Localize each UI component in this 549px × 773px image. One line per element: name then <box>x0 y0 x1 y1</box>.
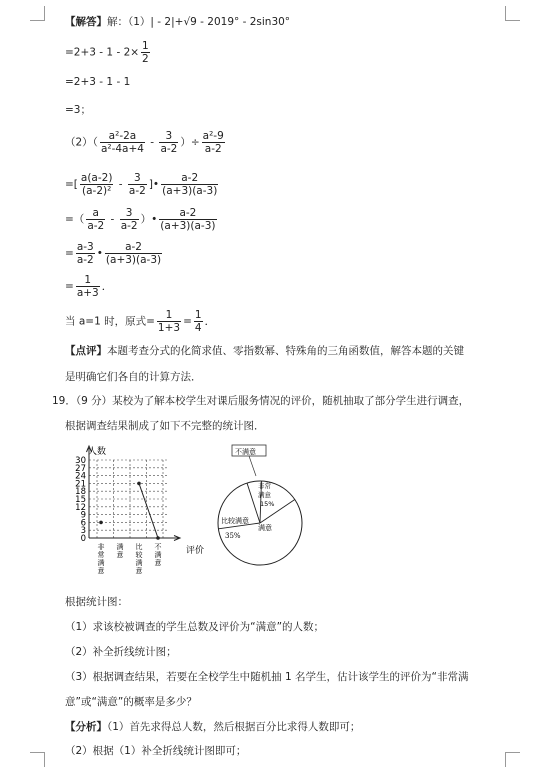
y-tick-label: 12 <box>75 502 86 513</box>
part1-step-1 <box>65 40 152 65</box>
fraction <box>76 274 100 299</box>
fraction-num: 1 <box>194 309 202 321</box>
expr-open: （2）（ <box>65 136 98 149</box>
x-tick-label: 满 <box>97 559 105 567</box>
q19-analysis-1 <box>65 719 360 734</box>
fraction-half <box>141 40 150 65</box>
fraction <box>86 207 105 232</box>
data-point <box>156 536 160 540</box>
fraction-den: 4 <box>194 322 202 334</box>
q19-line-1: 19．（9 分）某校为了解本校学生对课后服务情况的评价，随机抽取了部分学生进行调查， <box>52 395 470 407</box>
q19-prompt: 根据统计图： <box>65 596 128 608</box>
fraction <box>159 207 216 232</box>
comment-line-2: 是明确它们各自的计算方法． <box>65 371 202 383</box>
pie-label-fairly-satisfied: 比较满意 <box>221 517 249 525</box>
x-tick-label: 常 <box>97 551 105 559</box>
step-mid: ）• <box>140 213 158 226</box>
fraction <box>120 207 139 232</box>
period: ． <box>204 315 216 328</box>
x-tick-label: 意 <box>154 559 162 567</box>
fraction-num: a-3 <box>76 241 94 253</box>
fraction <box>105 241 162 266</box>
fraction-num: 3 <box>128 172 147 185</box>
fraction <box>76 241 95 266</box>
fraction-den: (a+3)(a-3) <box>105 254 162 266</box>
x-tick-label: 较 <box>135 551 143 559</box>
chart-ticks <box>75 456 86 544</box>
part2-expression <box>65 130 227 155</box>
step-prefix: =（ <box>65 213 85 226</box>
pie-chart <box>210 440 310 580</box>
pie-pct-very-satisfied: 15% <box>260 500 275 508</box>
fraction-den: a-2 <box>160 143 178 155</box>
analysis-label: 【分析】 <box>65 721 107 733</box>
data-point <box>137 482 141 486</box>
y-tick-label: 27 <box>75 463 86 474</box>
y-tick-label: 3 <box>80 526 86 537</box>
x-tick-label: 不 <box>154 543 162 551</box>
fraction-num: 3 <box>159 130 178 143</box>
period: ． <box>101 280 113 293</box>
pie-label-very-satisfied-2: 满意 <box>258 491 271 499</box>
q19-sub-3a: （3）根据调查结果，若要在全校学生中随机抽 1 名学生，估计该学生的评价为“非常满 <box>65 671 469 683</box>
y-axis-label: 人数 <box>88 447 107 457</box>
fraction-den: (a+3)(a-3) <box>162 185 218 197</box>
fraction-num: 1 <box>142 40 149 52</box>
pie-label-very-satisfied-1: 非常 <box>258 482 271 490</box>
fraction <box>100 130 145 155</box>
fraction-den: a²-4a+4 <box>100 143 144 155</box>
part2-step-2 <box>65 207 219 232</box>
minus-sign: - <box>146 136 158 149</box>
step-text: =2+3 - 1 - 2× <box>65 46 140 59</box>
q19-line-2: 根据调查结果制成了如下不完整的统计图． <box>65 420 265 432</box>
x-tick-label: 意 <box>135 567 143 575</box>
part2-step-1 <box>65 172 220 197</box>
final-prefix: 当 a=1 时，原式= <box>65 315 155 328</box>
comment-line-1 <box>65 343 464 358</box>
fraction <box>157 309 181 334</box>
fraction <box>128 172 147 197</box>
y-tick-label: 15 <box>75 495 86 505</box>
chart-series <box>99 482 160 540</box>
fraction-num: a-2 <box>159 207 216 220</box>
comment-text: 本题考查分式的化简求值、零指数幂、特殊角的三角函数值，解答本题的关键 <box>107 345 464 357</box>
corner-mark-bl <box>30 752 45 767</box>
q19-sub-2: （2）补全折线统计图； <box>65 646 177 658</box>
fraction-num: a²-9 <box>202 130 224 142</box>
fraction-den: a-2 <box>204 143 222 155</box>
x-tick-label: 满 <box>154 551 162 559</box>
fraction-num: a-2 <box>105 241 162 254</box>
x-tick-label: 非 <box>97 543 105 551</box>
fraction <box>194 309 203 334</box>
answer-header <box>65 14 290 29</box>
fraction-num: a <box>86 207 105 220</box>
fraction <box>202 130 225 155</box>
y-tick-label: 30 <box>75 456 86 466</box>
y-tick-label: 24 <box>75 471 86 482</box>
x-tick-label: 比 <box>135 543 143 551</box>
part2-final <box>65 309 215 334</box>
part2-step-4 <box>65 274 112 299</box>
answer-line-1: 解：（1）| - 2|+√9 - 2019° - 2sin30° <box>107 16 291 28</box>
chart-categories <box>98 542 162 575</box>
equals-sign: = <box>183 315 192 328</box>
x-tick-label: 满 <box>135 559 143 567</box>
x-axis-label: 评价 <box>186 546 205 556</box>
part1-step-2: =2+3 - 1 - 1 <box>65 76 131 88</box>
fraction <box>80 172 114 197</box>
part1-step-3: =3； <box>65 104 91 116</box>
fraction-den: (a-2)² <box>82 185 112 197</box>
fraction-num: a(a-2) <box>80 172 113 184</box>
minus-sign: - <box>115 178 126 191</box>
fraction-den: a+3 <box>76 287 99 299</box>
fraction-num: 3 <box>120 207 139 220</box>
q19-sub-1: （1）求该校被调查的学生总数及评价为“满意”的人数； <box>65 621 325 633</box>
q19-analysis-2: （2）根据（1）补全折线统计图即可； <box>65 745 247 757</box>
part2-step-3 <box>65 241 164 266</box>
y-tick-label: 18 <box>75 487 86 498</box>
fraction-den: 1+3 <box>157 322 181 334</box>
fraction-num: 1 <box>76 274 100 287</box>
fraction-den: (a+3)(a-3) <box>160 220 216 232</box>
line-chart <box>58 440 218 578</box>
pie-callout-line <box>249 456 256 476</box>
analysis-text: （1）首先求得总人数，然后根据百分比求得人数即可； <box>107 721 361 733</box>
minus-sign: - <box>107 213 118 226</box>
y-tick-label: 6 <box>80 518 86 529</box>
fraction-num: a²-2a <box>100 130 145 143</box>
corner-mark-tl <box>30 6 45 21</box>
pie-label-satisfied: 满意 <box>258 524 272 532</box>
fraction-den: 2 <box>142 53 149 65</box>
step-prefix: = <box>65 280 74 293</box>
x-tick-label: 满 <box>116 543 124 551</box>
step-prefix: =[ <box>65 178 78 191</box>
y-tick-label: 0 <box>80 534 86 544</box>
corner-mark-br <box>505 752 520 767</box>
fraction-den: a-2 <box>120 220 138 232</box>
step-mid: ]• <box>148 178 160 191</box>
pie-pct-fairly-satisfied: 35% <box>225 532 241 540</box>
divide-sign: ）÷ <box>180 136 200 149</box>
x-tick-label: 意 <box>97 567 105 575</box>
answer-label: 【解答】 <box>65 16 107 28</box>
chart-grid <box>89 460 168 538</box>
dot-sign: • <box>96 247 103 260</box>
y-tick-label: 21 <box>75 479 86 490</box>
x-tick-label: 意 <box>116 551 124 559</box>
fraction-den: a-2 <box>128 185 146 197</box>
fraction-num: a-2 <box>161 172 218 185</box>
fraction <box>159 130 178 155</box>
pie-label-unsatisfied: 不满意 <box>235 448 256 456</box>
fraction <box>161 172 218 197</box>
data-point <box>99 521 103 525</box>
fraction-den: a-2 <box>76 254 94 266</box>
fraction-num: 1 <box>157 309 181 322</box>
q19-sub-3b: 意”或“满意”的概率是多少？ <box>65 696 197 708</box>
series-line <box>139 483 158 538</box>
comment-label: 【点评】 <box>65 345 107 357</box>
step-prefix: = <box>65 247 74 260</box>
y-tick-label: 9 <box>80 510 86 521</box>
corner-mark-tr <box>505 6 520 21</box>
fraction-den: a-2 <box>87 220 105 232</box>
